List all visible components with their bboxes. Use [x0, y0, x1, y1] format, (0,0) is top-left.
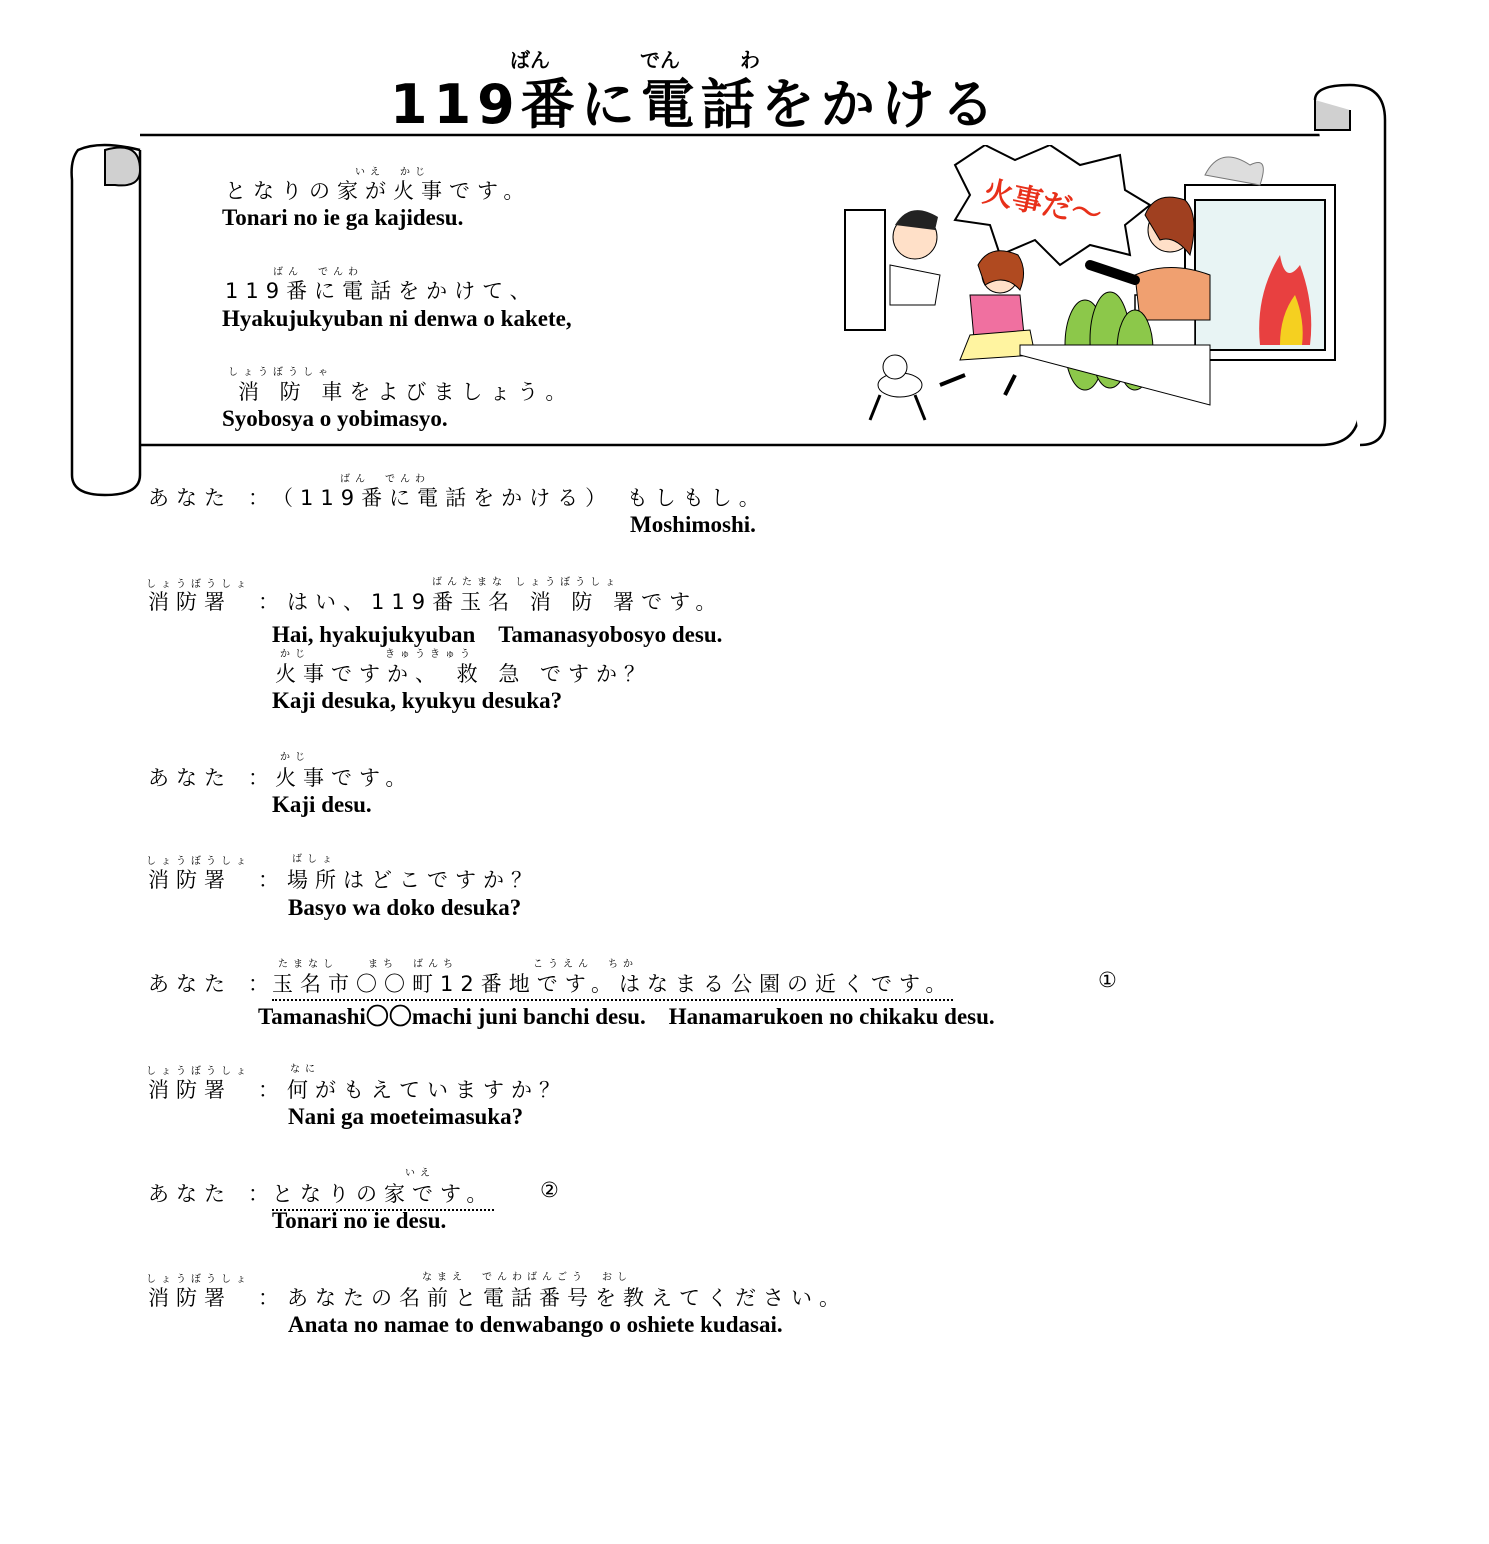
- dialogue-ro: Anata no namae to denwabango o oshiete kudasai.: [288, 1312, 783, 1337]
- title-ruby-ban: ばん: [510, 48, 550, 72]
- marker-2: ②: [540, 1178, 566, 1202]
- speaker-ruby: しょうぼうしょ: [146, 579, 251, 590]
- dog-figure: [870, 355, 925, 420]
- dialogue-ro: Nani ga moeteimasuka?: [288, 1104, 524, 1129]
- dialogue-ro: Basyo wa doko desuka?: [288, 895, 522, 920]
- dialogue-jp: 火事ですか、 救 急 ですか？: [275, 662, 653, 686]
- dialogue-jp-underlined: となりの家です。: [272, 1178, 494, 1211]
- colon: ：: [248, 1182, 276, 1206]
- ruby: なまえ でんわばんごう おし: [422, 1272, 632, 1283]
- intro-ro-1: Tonari no ie ga kajidesu.: [222, 205, 464, 230]
- intro-ro-3: Syobosya o yobimasyo.: [222, 406, 448, 431]
- speaker-you: あなた: [148, 766, 232, 790]
- ruby: かじ: [280, 752, 310, 763]
- dialogue-jp: 火事です。: [275, 766, 414, 790]
- dialogue-jp: 場所はどこですか？: [287, 868, 539, 892]
- burning-house-window: [1135, 157, 1335, 360]
- ruby: ばん でんわ: [340, 474, 430, 485]
- dialogue-ro: Tonari no ie desu.: [272, 1208, 447, 1233]
- dialogue-jp: あなたの名前と電話番号を教えてください。: [287, 1286, 847, 1310]
- intro-ro-2: Hyakujukyuban ni denwa o kakete,: [222, 306, 572, 331]
- speaker-ruby: しょうぼうしょ: [146, 1274, 251, 1285]
- title-ruby-den: でん: [640, 48, 680, 72]
- ruby: ばしょ: [292, 854, 337, 865]
- ruby: なに: [290, 1064, 320, 1075]
- ruby: いえ: [405, 1168, 435, 1179]
- intro-jp-2: 119番に電話をかけて、: [225, 279, 538, 303]
- dialogue-jp: 何がもえていますか？: [287, 1078, 567, 1102]
- dialogue-ro: Kaji desuka, kyukyu desuka?: [272, 688, 563, 713]
- ruby: かじ きゅうきゅう: [280, 649, 475, 660]
- fire-illustration: [790, 145, 1350, 435]
- ruby: ばんたまな しょうぼうしょ: [432, 577, 621, 588]
- colon: ：: [248, 972, 276, 996]
- intro-jp-1: となりの家が火事です。: [225, 179, 532, 203]
- speaker-fire-station: 消防署: [148, 590, 232, 614]
- title-ruby-wa: わ: [740, 48, 760, 72]
- speaker-ruby: しょうぼうしょ: [146, 856, 251, 867]
- dialogue-jp: （119番に電話をかける） もしもし。: [272, 486, 767, 510]
- colon: ：: [258, 1078, 286, 1102]
- dialogue-jp: はい、119番玉名 消 防 署です。: [287, 590, 724, 614]
- marker-1: ①: [1098, 968, 1124, 992]
- colon: ：: [248, 766, 276, 790]
- speaker-you: あなた: [148, 486, 232, 510]
- girl-figure: [940, 251, 1035, 395]
- shout-text: 火事だ～: [979, 174, 1105, 234]
- speaker-ruby: しょうぼうしょ: [146, 1066, 251, 1077]
- page-title: 119番に電話をかける: [390, 73, 1001, 136]
- speaker-fire-station: 消防署: [148, 1078, 232, 1102]
- dialogue-ro: Tamanashi〇〇machi juni banchi desu. Hanamarukoen no chikaku desu.: [258, 1004, 995, 1029]
- colon: ：: [258, 868, 286, 892]
- speaker-you: あなた: [148, 972, 232, 996]
- intro-ruby-2: ばん でんわ: [273, 267, 363, 278]
- speaker-you: あなた: [148, 1182, 232, 1206]
- colon: ：: [258, 590, 286, 614]
- intro-ruby-3: しょうぼうしゃ: [228, 367, 333, 378]
- colon: ：: [258, 1286, 286, 1310]
- colon: ：: [248, 486, 276, 510]
- ruby: たまなし まち ばんち こうえん ちか: [278, 959, 638, 970]
- speaker-fire-station: 消防署: [148, 1286, 232, 1310]
- intro-ruby-1: いえ かじ: [355, 167, 430, 178]
- speaker-fire-station: 消防署: [148, 868, 232, 892]
- dialogue-ro: Moshimoshi.: [630, 512, 756, 537]
- dialogue-jp-underlined: 玉名市〇〇町12番地です。はなまる公園の近くです。: [272, 968, 953, 1001]
- man-figure: [845, 210, 940, 330]
- dialogue-ro: Hai, hyakujukyuban Tamanasyobosyo desu.: [272, 622, 723, 647]
- intro-jp-3: 消 防 車をよびましょう。: [238, 380, 574, 404]
- dialogue-ro: Kaji desu.: [272, 792, 372, 817]
- bubble-shout: [955, 145, 1150, 265]
